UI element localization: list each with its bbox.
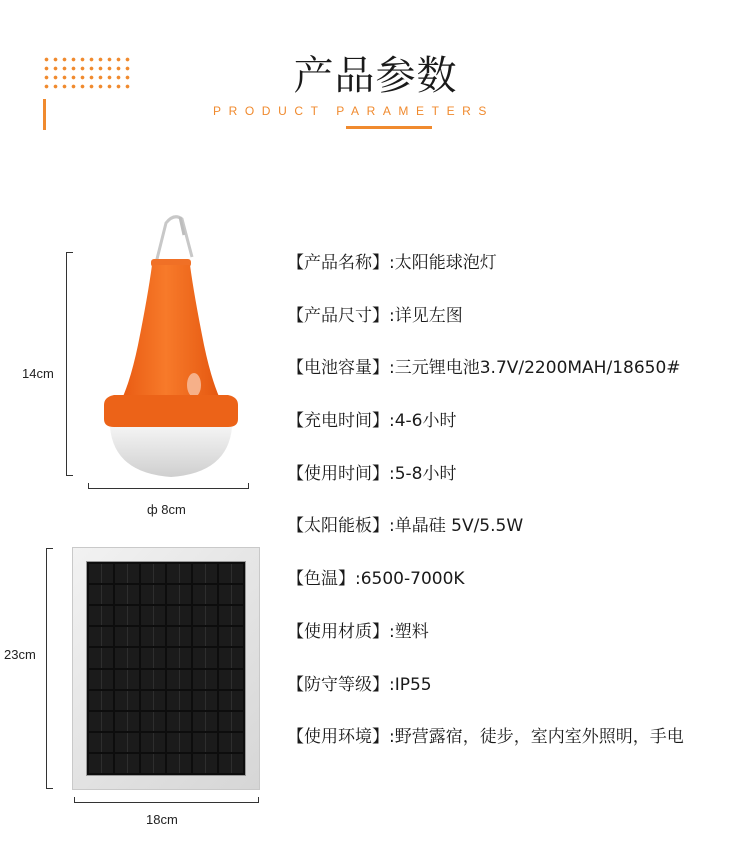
solar-cell xyxy=(219,712,243,731)
solar-cell xyxy=(115,670,139,689)
solar-cell xyxy=(141,670,165,689)
spec-value: :IP55 xyxy=(389,674,432,695)
solar-cell xyxy=(193,670,217,689)
solar-cell xyxy=(89,670,113,689)
solar-cell xyxy=(89,627,113,646)
solar-cell xyxy=(141,754,165,773)
spec-label: 【充电时间】 xyxy=(287,411,389,432)
solar-cell xyxy=(89,585,113,604)
solar-cell xyxy=(115,606,139,625)
spec-label: 【产品尺寸】 xyxy=(287,305,389,326)
solar-cell xyxy=(141,648,165,667)
solar-cell xyxy=(89,648,113,667)
spec-row xyxy=(287,673,747,726)
solar-cell xyxy=(141,606,165,625)
solar-cell xyxy=(193,627,217,646)
solar-cell xyxy=(141,564,165,583)
spec-value: :塑料 xyxy=(389,621,429,642)
spec-value: :4-6小时 xyxy=(389,411,457,432)
solar-cell xyxy=(89,691,113,710)
solar-cell xyxy=(141,691,165,710)
spec-label: 【使用环境】 xyxy=(287,727,389,748)
subtitle-underline xyxy=(346,126,432,129)
solar-cell xyxy=(219,670,243,689)
solar-cell xyxy=(115,648,139,667)
solar-cell xyxy=(219,733,243,752)
spec-label: 【电池容量】 xyxy=(287,358,389,379)
solar-cell xyxy=(219,564,243,583)
panel-height-tick-bottom xyxy=(46,788,53,789)
bulb-diameter-label: ф 8cm xyxy=(147,502,186,517)
solar-cell xyxy=(89,606,113,625)
solar-cell xyxy=(89,754,113,773)
spec-row xyxy=(287,725,747,778)
bulb-diameter-line xyxy=(88,488,249,489)
solar-cell xyxy=(115,585,139,604)
panel-height-line xyxy=(46,548,47,789)
spec-list xyxy=(287,251,747,778)
spec-label: 【使用材质】 xyxy=(287,621,389,642)
spec-value: :详见左图 xyxy=(389,305,463,326)
solar-cell xyxy=(193,691,217,710)
spec-row xyxy=(287,409,747,462)
spec-label: 【防守等级】 xyxy=(287,674,389,695)
solar-cell xyxy=(167,564,191,583)
panel-width-label: 18cm xyxy=(146,812,178,827)
solar-cell xyxy=(167,627,191,646)
solar-cell xyxy=(219,627,243,646)
spec-label: 【使用时间】 xyxy=(287,463,389,484)
solar-cell xyxy=(193,585,217,604)
spec-label: 【产品名称】 xyxy=(287,253,389,273)
solar-cell xyxy=(167,754,191,773)
solar-cell xyxy=(89,733,113,752)
solar-cell xyxy=(141,627,165,646)
spec-value: :太阳能球泡灯 xyxy=(389,253,497,273)
solar-cell xyxy=(167,670,191,689)
solar-cell xyxy=(219,606,243,625)
solar-cell xyxy=(193,648,217,667)
spec-label: 【太阳能板】 xyxy=(287,516,389,537)
spec-row xyxy=(287,514,747,567)
spec-label: 【色温】 xyxy=(287,569,355,590)
bulb-diameter-tick-left xyxy=(88,483,89,489)
solar-cell xyxy=(89,564,113,583)
solar-cell xyxy=(89,712,113,731)
panel-width-tick-right xyxy=(258,797,259,803)
solar-cell xyxy=(219,754,243,773)
bulb-diameter-tick-right xyxy=(248,483,249,489)
solar-cell xyxy=(167,712,191,731)
solar-cell xyxy=(115,712,139,731)
bulb-height-tick-bottom xyxy=(66,475,73,476)
solar-cell xyxy=(141,585,165,604)
solar-bulb-image xyxy=(96,205,246,480)
solar-cell xyxy=(167,648,191,667)
spec-value: :野营露宿，徒步，室内室外照明，手电 xyxy=(389,727,684,748)
solar-cell xyxy=(193,712,217,731)
solar-cell xyxy=(141,712,165,731)
panel-height-tick-top xyxy=(46,548,53,549)
spec-row xyxy=(287,356,747,409)
solar-cell xyxy=(193,606,217,625)
solar-cell xyxy=(167,606,191,625)
solar-cell xyxy=(193,564,217,583)
spec-value: :三元锂电池3.7V/2200MAH/18650# xyxy=(389,358,681,379)
solar-cell xyxy=(141,733,165,752)
bulb-height-label: 14cm xyxy=(22,366,54,381)
solar-panel-image xyxy=(72,547,260,790)
spec-value: :5-8小时 xyxy=(389,463,457,484)
spec-row xyxy=(287,620,747,673)
panel-height-label: 23cm xyxy=(4,647,36,662)
bulb-height-tick-top xyxy=(66,252,73,253)
panel-width-line xyxy=(74,802,259,803)
solar-cell xyxy=(115,733,139,752)
panel-width-tick-left xyxy=(74,797,75,803)
solar-cell xyxy=(115,564,139,583)
solar-cell xyxy=(115,691,139,710)
page-title: 产品参数 xyxy=(293,53,458,99)
solar-cell xyxy=(167,691,191,710)
solar-cell xyxy=(219,585,243,604)
solar-cell xyxy=(167,733,191,752)
spec-value: :单晶硅 5V/5.5W xyxy=(389,516,524,537)
accent-vertical-bar xyxy=(43,99,46,130)
spec-row xyxy=(287,462,747,515)
solar-cell xyxy=(115,627,139,646)
spec-row xyxy=(287,304,747,357)
solar-cell xyxy=(167,585,191,604)
spec-row xyxy=(287,567,747,620)
solar-cell xyxy=(193,733,217,752)
solar-cell-grid xyxy=(86,561,246,776)
solar-cell xyxy=(193,754,217,773)
solar-cell xyxy=(115,754,139,773)
solar-cell xyxy=(219,691,243,710)
page-subtitle: PRODUCT PARAMETERS xyxy=(213,104,495,118)
bulb-height-line xyxy=(66,252,67,476)
spec-row xyxy=(287,251,747,304)
spec-value: :6500-7000K xyxy=(355,569,465,590)
solar-cell xyxy=(219,648,243,667)
